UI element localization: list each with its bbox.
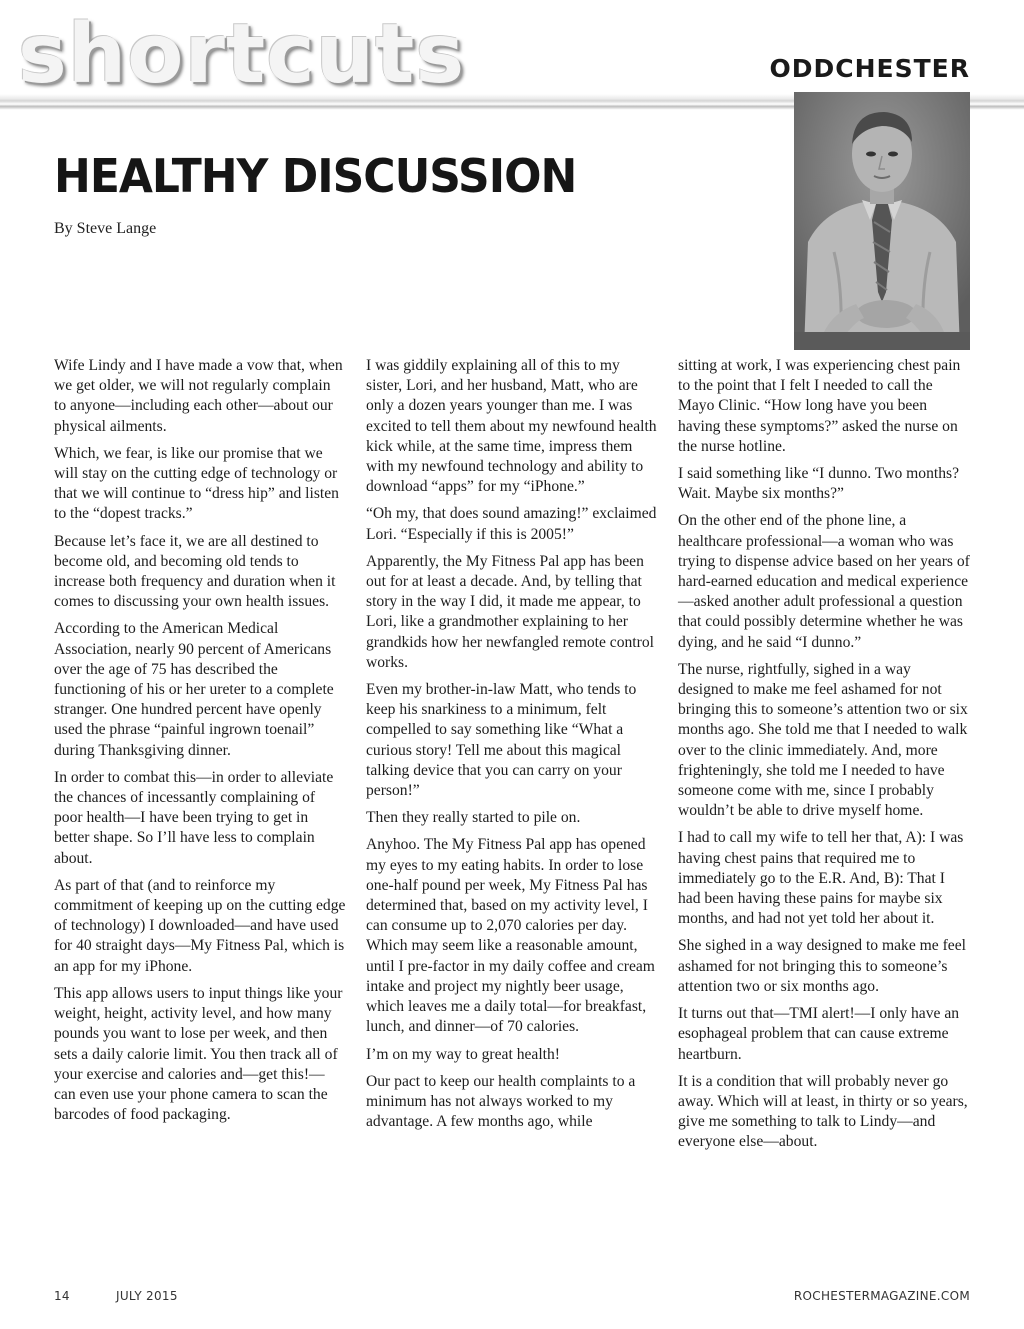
author-portrait-photo xyxy=(794,92,970,350)
paragraph: “Oh my, that does sound amazing!” exclaimed Lori. “Especially if this is 2005!” xyxy=(366,505,657,543)
page-number: 14 xyxy=(54,1289,70,1303)
paragraph: She sighed in a way designed to make me feel ashamed for not bringing this to someone’s attention two or six months ago. xyxy=(678,937,966,995)
paragraph: Even my brother-in-law Matt, who tends to keep his snarkiness to a minimum, felt compelled to say something like “What a curious story! Tell me about this magical talking device that you can carry on your person!” xyxy=(366,681,637,800)
paragraph: I was giddily explaining all of this to my sister, Lori, and her husband, Matt, who are only a dozen years younger than me. I was excited to tell them about my newfound health kick while, at the same time, impress them with my newfound technology and ability to download “apps” for my “iPhone.” xyxy=(366,357,657,496)
author-portrait-icon xyxy=(794,92,970,350)
paragraph: sitting at work, I was experiencing chest pain to the point that I felt I needed to call the Mayo Clinic. “How long have you been having these symptoms?” asked the nurse on the nurse hotline. xyxy=(678,357,961,455)
page-footer xyxy=(54,1289,970,1305)
paragraph: In order to combat this—in order to alleviate the chances of incessantly complaining of poor health—I have been trying to get in better shape. So I’ll have less to complain about. xyxy=(54,768,334,867)
paragraph: The nurse, rightfully, sighed in a way designed to make me feel ashamed for not bringing this to someone’s attention two or six months ago. She told me that I needed to walk over to the clinic immediately. And, more frighteningly, she told me I needed to have someone come with me, since I probably wouldn’t be able to drive myself home. xyxy=(678,660,968,820)
article-column-2 xyxy=(366,356,658,1216)
paragraph: It turns out that—TMI alert!—I only have an esophageal problem that can cause extreme heartburn. xyxy=(678,1005,960,1063)
paragraph: Because let’s face it, we are all destined to become old, and becoming old tends to increase both frequency and duration when it comes to discussing your own health issues. xyxy=(54,532,336,611)
paragraph: This app allows users to input things like your weight, height, activity level, and how many pounds you want to lose per week, and then sets a daily calorie limit. You then track all of your exercise and calories and—get this!—can even use your phone camera to scan the barcodes of food packaging. xyxy=(54,984,343,1124)
article-byline: By Steve Lange xyxy=(54,220,157,237)
paragraph: Our pact to keep our health complaints to a minimum has not always worked to my advantage. A few months ago, while xyxy=(366,1072,636,1131)
paragraph: As part of that (and to reinforce my commitment of keeping up on the cutting edge of technology) I downloaded—and have used for 40 straight days—My Fitness Pal, which is an app for my iPhone. xyxy=(54,876,346,975)
section-title: shortcuts xyxy=(18,7,466,102)
article-column-3 xyxy=(678,356,970,1216)
paragraph: Anyhoo. The My Fitness Pal app has opened my eyes to my eating habits. In order to lose one-half pound per week, My Fitness Pal has determined that, based on my activity level, I can consume up to 2,070 calories per day. Which may seem like a reasonable amount, until I pre-factor in my daily coffee and cream intake and project my nightly beer usage, which leaves me a daily total—for breakfast, lunch, and dinner—of 70 calories. xyxy=(366,836,655,1036)
paragraph: I had to call my wife to tell her that, A): I was having chest pains that required me to immediately go to the E.R. And, B): That I had been having these pains for maybe six months, and had not yet told her about it. xyxy=(678,829,964,928)
paragraph: On the other end of the phone line, a healthcare professional—a woman who was trying to dispense advice based on her years of hard-earned education and medical experience—asked another adult professional a question that could possibly determine whether he was dying, and he said “I dunno.” xyxy=(678,512,970,651)
paragraph: Then they really started to pile on. xyxy=(366,809,581,827)
issue-date: JULY 2015 xyxy=(116,1289,178,1303)
paragraph: Wife Lindy and I have made a vow that, when we get older, we will not regularly complain to anyone—including each other—about our physical ailments. xyxy=(54,357,343,435)
article-column-1 xyxy=(54,356,346,1216)
paragraph: I said something like “I dunno. Two months? Wait. Maybe six months?” xyxy=(678,465,960,503)
paragraph: It is a condition that will probably never go away. Which will at least, in thirty or so years, give me something to talk to Lindy—and everyone else—about. xyxy=(678,1072,968,1151)
website-link[interactable]: ROCHESTERMAGAZINE.COM xyxy=(793,1289,970,1303)
column-name: ODDCHESTER xyxy=(769,54,970,83)
paragraph: I’m on my way to great health! xyxy=(366,1045,560,1063)
article-headline: HEALTHY DISCUSSION xyxy=(54,150,577,204)
article-body xyxy=(54,356,970,1216)
paragraph: Which, we fear, is like our promise that we will stay on the cutting edge of technology or that we will continue to “dress hip” and listen to the “dopest tracks.” xyxy=(54,444,339,523)
paragraph: According to the American Medical Association, nearly 90 percent of Americans over the age of 75 has described the functioning of his or her ureter to a complete stranger. One hundred percent have openly used the phrase “painful ingrown toenail” during Thanksgiving dinner. xyxy=(54,620,334,759)
paragraph: Apparently, the My Fitness Pal app has been out for at least a decade. And, by telling that story in the way I did, it made me appear, to Lori, like a grandmother explaining to her grandkids how her newfangled remote control works. xyxy=(366,552,654,671)
